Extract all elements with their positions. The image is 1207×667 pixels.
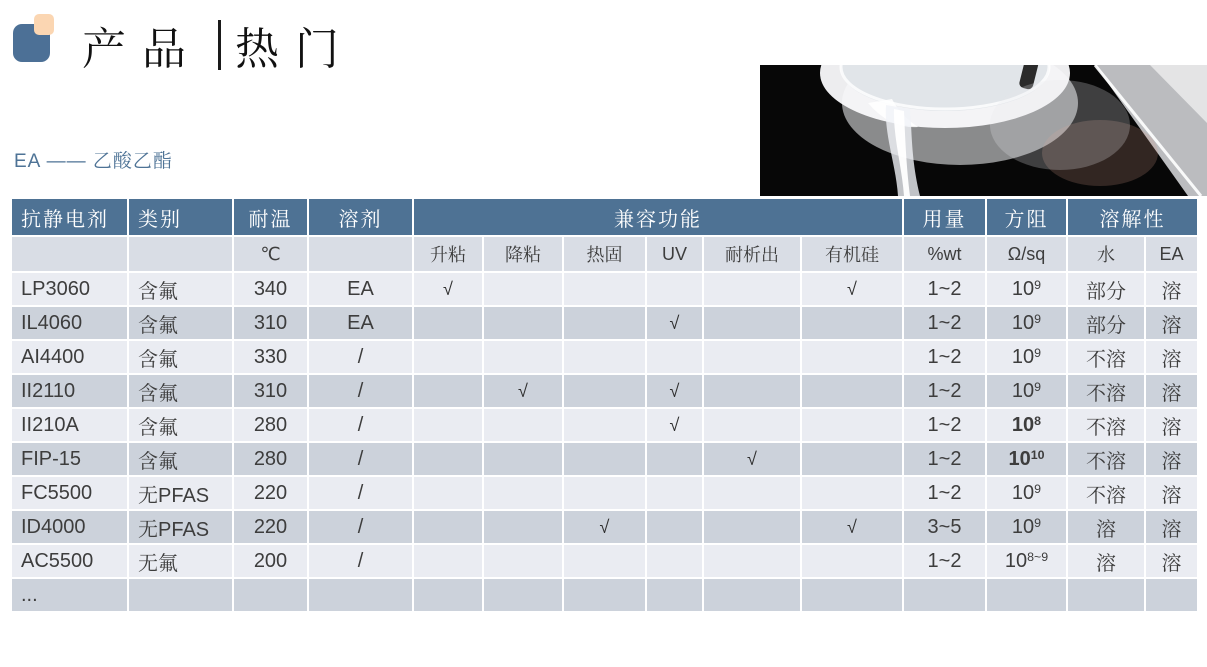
column-subheader: 有机硅 bbox=[801, 236, 903, 272]
table-row bbox=[11, 476, 1198, 510]
resistance-exponent: 9 bbox=[1034, 515, 1042, 530]
resistance-cell: $10^9$ bbox=[986, 340, 1067, 374]
section-subtitle: EA —— 乙酸乙酯 bbox=[14, 151, 173, 172]
compat-cell bbox=[703, 374, 801, 408]
column-group-header: 用量 bbox=[903, 198, 986, 236]
compat-cell bbox=[413, 476, 483, 510]
compat-cell: √ bbox=[646, 408, 703, 442]
compat-cell bbox=[483, 476, 563, 510]
dosage-cell: 1~2 bbox=[903, 272, 986, 306]
resistance-cell: $10^9$ bbox=[986, 272, 1067, 306]
column-subheader: 热固 bbox=[563, 236, 646, 272]
solvent-cell bbox=[308, 578, 413, 612]
resistance-exponent: 9 bbox=[1034, 311, 1042, 326]
resistance-cell: $10^{8\sim 9}$ bbox=[986, 544, 1067, 578]
dosage-cell: 1~2 bbox=[903, 374, 986, 408]
resistance-exponent: 9 bbox=[1034, 277, 1042, 292]
solvent-cell: / bbox=[308, 544, 413, 578]
table-row bbox=[11, 510, 1198, 544]
column-subheader: EA bbox=[1145, 236, 1198, 272]
solvent-cell: / bbox=[308, 476, 413, 510]
water-solubility-cell: 部分 bbox=[1067, 272, 1145, 306]
table-head bbox=[11, 198, 1198, 236]
compat-cell bbox=[801, 306, 903, 340]
category-cell: 含氟 bbox=[128, 442, 233, 476]
compat-cell: √ bbox=[563, 510, 646, 544]
compat-cell: √ bbox=[413, 272, 483, 306]
compat-cell bbox=[563, 578, 646, 612]
water-solubility-cell: 溶 bbox=[1067, 544, 1145, 578]
temp-cell: 330 bbox=[233, 340, 308, 374]
water-solubility-cell: 不溶 bbox=[1067, 374, 1145, 408]
compat-cell bbox=[483, 408, 563, 442]
compat-cell bbox=[563, 374, 646, 408]
compat-cell bbox=[801, 442, 903, 476]
compat-cell bbox=[801, 374, 903, 408]
compat-cell bbox=[483, 340, 563, 374]
table-row bbox=[11, 544, 1198, 578]
logo-peach-square bbox=[34, 14, 54, 35]
table-group-header-row bbox=[11, 198, 1198, 236]
category-cell: 无氟 bbox=[128, 544, 233, 578]
compat-cell bbox=[801, 340, 903, 374]
solvent-cell: / bbox=[308, 510, 413, 544]
dosage-cell bbox=[903, 578, 986, 612]
column-subheader: 升粘 bbox=[413, 236, 483, 272]
compat-cell bbox=[413, 340, 483, 374]
column-group-header: 兼容功能 bbox=[413, 198, 903, 236]
resistance-exponent: 8~9 bbox=[1027, 549, 1049, 564]
resistance-exponent: 9 bbox=[1034, 481, 1042, 496]
column-group-header: 方阻 bbox=[986, 198, 1067, 236]
ea-solubility-cell bbox=[1145, 578, 1198, 612]
compat-cell bbox=[483, 578, 563, 612]
product-cell: ID4000 bbox=[11, 510, 128, 544]
resistance-cell: $10^9$ bbox=[986, 476, 1067, 510]
table-row bbox=[11, 340, 1198, 374]
dosage-cell: 1~2 bbox=[903, 544, 986, 578]
category-cell: 含氟 bbox=[128, 408, 233, 442]
product-cell: FIP-15 bbox=[11, 442, 128, 476]
compat-cell bbox=[413, 306, 483, 340]
compat-cell bbox=[801, 476, 903, 510]
compat-cell bbox=[646, 544, 703, 578]
column-group-header: 类别 bbox=[128, 198, 233, 236]
ea-solubility-cell: 溶 bbox=[1145, 476, 1198, 510]
solvent-cell: EA bbox=[308, 306, 413, 340]
temp-cell: 280 bbox=[233, 408, 308, 442]
category-cell: 含氟 bbox=[128, 306, 233, 340]
compat-cell bbox=[563, 442, 646, 476]
temp-cell: 310 bbox=[233, 306, 308, 340]
product-cell: IL4060 bbox=[11, 306, 128, 340]
compat-cell bbox=[413, 374, 483, 408]
temp-cell: 200 bbox=[233, 544, 308, 578]
compat-cell bbox=[413, 578, 483, 612]
resistance-cell: $10^9$ bbox=[986, 510, 1067, 544]
column-subheader bbox=[11, 236, 128, 272]
water-solubility-cell bbox=[1067, 578, 1145, 612]
category-cell: 含氟 bbox=[128, 340, 233, 374]
solvent-cell: / bbox=[308, 340, 413, 374]
compat-cell bbox=[483, 510, 563, 544]
compat-cell bbox=[703, 510, 801, 544]
title-primary: 产品 bbox=[82, 25, 202, 74]
compat-cell bbox=[563, 340, 646, 374]
column-subheader: Ω/sq bbox=[986, 236, 1067, 272]
compat-cell bbox=[563, 544, 646, 578]
ea-solubility-cell: 溶 bbox=[1145, 272, 1198, 306]
compat-cell bbox=[801, 578, 903, 612]
liquid-pour-photo bbox=[760, 65, 1207, 196]
compat-cell: √ bbox=[703, 442, 801, 476]
column-subheader bbox=[128, 236, 233, 272]
table-row bbox=[11, 272, 1198, 306]
compat-cell bbox=[483, 272, 563, 306]
resistance-exponent: 9 bbox=[1034, 379, 1042, 394]
compat-cell bbox=[646, 578, 703, 612]
compat-cell bbox=[483, 306, 563, 340]
compat-cell bbox=[703, 544, 801, 578]
product-cell: FC5500 bbox=[11, 476, 128, 510]
water-solubility-cell: 部分 bbox=[1067, 306, 1145, 340]
compat-cell: √ bbox=[646, 374, 703, 408]
product-cell: LP3060 bbox=[11, 272, 128, 306]
category-cell bbox=[128, 578, 233, 612]
solvent-cell: EA bbox=[308, 272, 413, 306]
compat-cell bbox=[413, 510, 483, 544]
temp-cell: 310 bbox=[233, 374, 308, 408]
product-cell: AI4400 bbox=[11, 340, 128, 374]
solvent-cell: / bbox=[308, 374, 413, 408]
title-secondary: 热门 bbox=[235, 25, 355, 74]
temp-cell: 280 bbox=[233, 442, 308, 476]
resistance-exponent: 10 bbox=[1030, 447, 1045, 462]
compat-cell bbox=[703, 340, 801, 374]
compat-cell bbox=[703, 306, 801, 340]
column-group-header: 耐温 bbox=[233, 198, 308, 236]
resistance-cell: $10^{10}$ bbox=[986, 442, 1067, 476]
compat-cell bbox=[413, 544, 483, 578]
dosage-cell: 1~2 bbox=[903, 442, 986, 476]
ea-solubility-cell: 溶 bbox=[1145, 544, 1198, 578]
dosage-cell: 1~2 bbox=[903, 306, 986, 340]
compat-cell bbox=[703, 272, 801, 306]
company-logo bbox=[13, 14, 63, 64]
column-subheader: 降粘 bbox=[483, 236, 563, 272]
water-solubility-cell: 溶 bbox=[1067, 510, 1145, 544]
table-row bbox=[11, 578, 1198, 612]
column-subheader: UV bbox=[646, 236, 703, 272]
compat-cell bbox=[563, 476, 646, 510]
compat-cell bbox=[703, 476, 801, 510]
temp-cell: 220 bbox=[233, 510, 308, 544]
compat-cell: √ bbox=[801, 510, 903, 544]
ea-solubility-cell: 溶 bbox=[1145, 306, 1198, 340]
resistance-cell: $10^8$ bbox=[986, 408, 1067, 442]
table-row bbox=[11, 374, 1198, 408]
product-table bbox=[10, 197, 1199, 613]
temp-cell: 340 bbox=[233, 272, 308, 306]
category-cell: 含氟 bbox=[128, 272, 233, 306]
dosage-cell: 1~2 bbox=[903, 408, 986, 442]
product-cell: II210A bbox=[11, 408, 128, 442]
column-group-header: 抗静电剂 bbox=[11, 198, 128, 236]
compat-cell bbox=[646, 510, 703, 544]
category-cell: 含氟 bbox=[128, 374, 233, 408]
dosage-cell: 3~5 bbox=[903, 510, 986, 544]
compat-cell bbox=[563, 306, 646, 340]
temp-cell bbox=[233, 578, 308, 612]
category-cell: 无PFAS bbox=[128, 476, 233, 510]
compat-cell bbox=[646, 340, 703, 374]
table-row bbox=[11, 442, 1198, 476]
solvent-cell: / bbox=[308, 442, 413, 476]
column-subheader: ℃ bbox=[233, 236, 308, 272]
compat-cell bbox=[563, 408, 646, 442]
column-subheader: 耐析出 bbox=[703, 236, 801, 272]
product-cell: II2110 bbox=[11, 374, 128, 408]
water-solubility-cell: 不溶 bbox=[1067, 408, 1145, 442]
resistance-exponent: 8 bbox=[1034, 413, 1042, 428]
column-group-header: 溶解性 bbox=[1067, 198, 1198, 236]
table-subheader-row bbox=[11, 236, 1198, 272]
water-solubility-cell: 不溶 bbox=[1067, 340, 1145, 374]
resistance-cell bbox=[986, 578, 1067, 612]
page-title bbox=[82, 12, 355, 78]
table-row bbox=[11, 408, 1198, 442]
dosage-cell: 1~2 bbox=[903, 476, 986, 510]
temp-cell: 220 bbox=[233, 476, 308, 510]
compat-cell bbox=[483, 442, 563, 476]
ea-solubility-cell: 溶 bbox=[1145, 374, 1198, 408]
table-row bbox=[11, 306, 1198, 340]
column-subheader: 水 bbox=[1067, 236, 1145, 272]
compat-cell bbox=[413, 408, 483, 442]
solvent-cell: / bbox=[308, 408, 413, 442]
compat-cell bbox=[703, 408, 801, 442]
compat-cell bbox=[413, 442, 483, 476]
liquid-pour-photo-art bbox=[760, 65, 1207, 196]
category-cell: 无PFAS bbox=[128, 510, 233, 544]
ea-solubility-cell: 溶 bbox=[1145, 442, 1198, 476]
ea-solubility-cell: 溶 bbox=[1145, 408, 1198, 442]
compat-cell bbox=[646, 272, 703, 306]
compat-cell bbox=[483, 544, 563, 578]
compat-cell: √ bbox=[483, 374, 563, 408]
compat-cell bbox=[801, 544, 903, 578]
compat-cell bbox=[801, 408, 903, 442]
table-body bbox=[11, 236, 1198, 612]
water-solubility-cell: 不溶 bbox=[1067, 476, 1145, 510]
compat-cell bbox=[703, 578, 801, 612]
ea-solubility-cell: 溶 bbox=[1145, 340, 1198, 374]
compat-cell: √ bbox=[646, 306, 703, 340]
water-solubility-cell: 不溶 bbox=[1067, 442, 1145, 476]
resistance-cell: $10^9$ bbox=[986, 306, 1067, 340]
resistance-exponent: 9 bbox=[1034, 345, 1042, 360]
product-cell: AC5500 bbox=[11, 544, 128, 578]
dosage-cell: 1~2 bbox=[903, 340, 986, 374]
product-cell: ... bbox=[11, 578, 128, 612]
column-subheader bbox=[308, 236, 413, 272]
resistance-cell: $10^9$ bbox=[986, 374, 1067, 408]
compat-cell bbox=[646, 476, 703, 510]
title-divider-bar bbox=[218, 20, 221, 70]
compat-cell: √ bbox=[801, 272, 903, 306]
compat-cell bbox=[646, 442, 703, 476]
ea-solubility-cell: 溶 bbox=[1145, 510, 1198, 544]
column-group-header: 溶剂 bbox=[308, 198, 413, 236]
column-subheader: %wt bbox=[903, 236, 986, 272]
compat-cell bbox=[563, 272, 646, 306]
